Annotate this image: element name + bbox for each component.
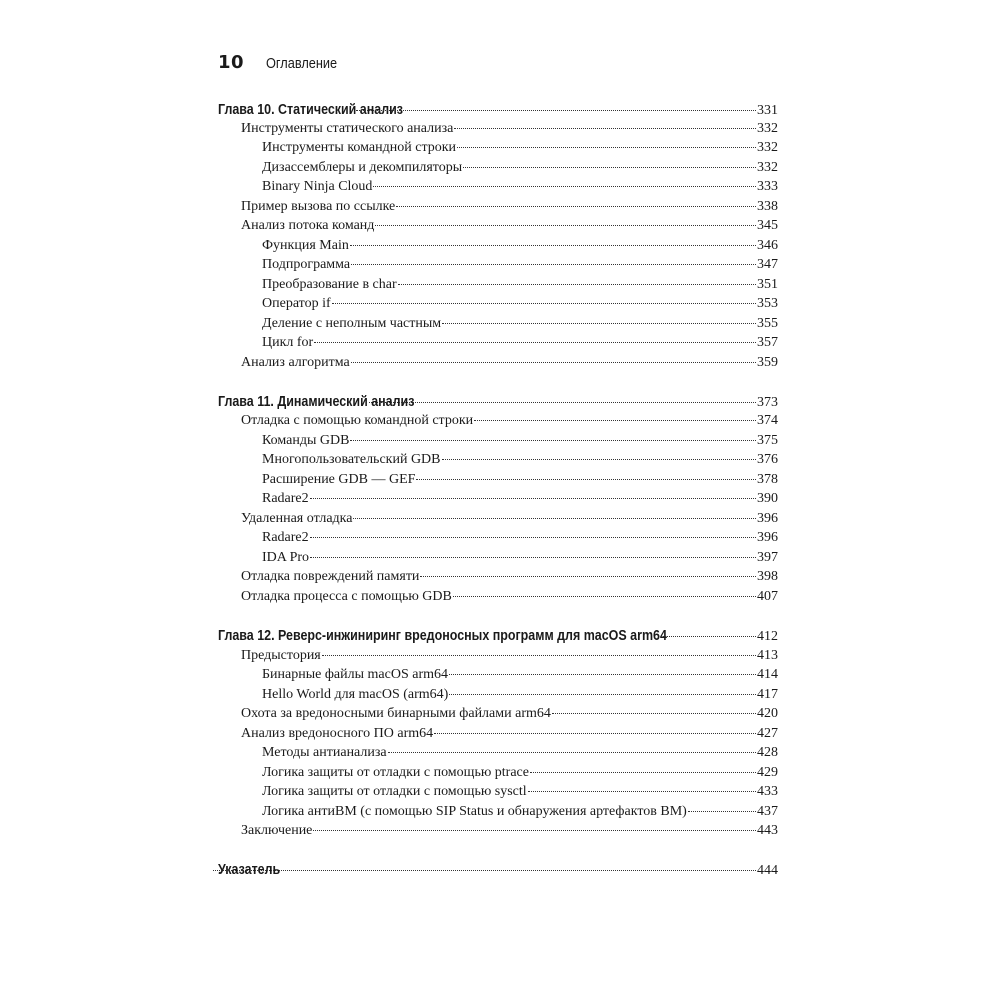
toc-entry-label: Инструменты статического анализа bbox=[241, 121, 454, 136]
dot-leader bbox=[213, 870, 756, 871]
dot-leader bbox=[449, 674, 756, 675]
toc-entry bbox=[218, 745, 778, 763]
toc-entry-label: Отладка процесса с помощью GDB bbox=[241, 589, 452, 604]
toc-entry bbox=[218, 823, 778, 841]
toc-entry-page: 378 bbox=[757, 472, 778, 487]
toc-entry bbox=[218, 472, 778, 490]
toc-entry-page: 359 bbox=[757, 355, 778, 370]
dot-leader bbox=[314, 342, 756, 343]
toc-entry-page: 357 bbox=[757, 335, 778, 350]
dot-leader bbox=[434, 733, 756, 734]
toc-entry-label: Преобразование в char bbox=[262, 277, 397, 292]
toc-entry bbox=[218, 804, 778, 822]
dot-leader bbox=[552, 713, 756, 714]
dot-leader bbox=[313, 830, 756, 831]
toc-entry-label: Binary Ninja Cloud bbox=[262, 179, 373, 194]
toc-entry-page: 346 bbox=[757, 238, 778, 253]
toc-entry-page: 429 bbox=[757, 765, 778, 780]
dot-leader bbox=[530, 772, 756, 773]
page-number: 10 bbox=[218, 52, 245, 73]
toc-entry-label: Глава 12. Реверс-инжиниринг вредоносных программ для macOS arm64 bbox=[218, 628, 667, 644]
toc-entry-page: 376 bbox=[757, 452, 778, 467]
toc-entry-page: 443 bbox=[757, 823, 778, 838]
toc-entry-page: 396 bbox=[757, 511, 778, 526]
toc-entry-page: 353 bbox=[757, 296, 778, 311]
dot-leader bbox=[310, 537, 756, 538]
toc-entry bbox=[218, 687, 778, 705]
dot-leader bbox=[688, 811, 756, 812]
toc-entry bbox=[218, 160, 778, 178]
dot-leader bbox=[454, 128, 756, 129]
toc-entry-page: 390 bbox=[757, 491, 778, 506]
page-header bbox=[218, 52, 347, 73]
toc-entry-label: Логика защиты от отладки с помощью sysctl bbox=[262, 784, 527, 799]
toc-entry-label: Подпрограмма bbox=[262, 257, 351, 272]
toc-entry bbox=[218, 199, 778, 217]
dot-leader bbox=[663, 636, 756, 637]
toc-entry bbox=[218, 335, 778, 353]
dot-leader bbox=[453, 596, 756, 597]
dot-leader bbox=[310, 498, 756, 499]
toc-entry bbox=[218, 726, 778, 744]
toc-entry-label: Hello World для macOS (arm64) bbox=[262, 687, 449, 702]
toc-entry-label: Методы антианализа bbox=[262, 745, 387, 760]
toc-entry-page: 428 bbox=[757, 745, 778, 760]
toc-entry-page: 414 bbox=[757, 667, 778, 682]
dot-leader bbox=[442, 323, 756, 324]
toc-entry bbox=[218, 511, 778, 529]
toc-entry bbox=[218, 238, 778, 256]
dot-leader bbox=[398, 284, 756, 285]
dot-leader bbox=[369, 402, 756, 403]
toc-entry-label: Охота за вредоносными бинарными файлами arm64 bbox=[241, 706, 551, 721]
toc-entry-page: 347 bbox=[757, 257, 778, 272]
dot-leader bbox=[356, 110, 756, 111]
toc-entry bbox=[218, 784, 778, 802]
dot-leader bbox=[351, 264, 756, 265]
toc-entry bbox=[218, 140, 778, 158]
toc-chapter-entry bbox=[218, 102, 778, 120]
dot-leader bbox=[442, 459, 757, 460]
dot-leader bbox=[373, 186, 756, 187]
dot-leader bbox=[474, 420, 756, 421]
toc-entry bbox=[218, 550, 778, 568]
toc-entry-page: 373 bbox=[757, 395, 778, 410]
toc-entry-label: Логика защиты от отладки с помощью ptrace bbox=[262, 765, 529, 780]
toc-entry-label: Глава 10. Статический анализ bbox=[218, 102, 404, 118]
toc-entry-page: 332 bbox=[757, 160, 778, 175]
toc-entry-page: 374 bbox=[757, 413, 778, 428]
toc-entry bbox=[218, 530, 778, 548]
toc-entry-page: 398 bbox=[757, 569, 778, 584]
dot-leader bbox=[388, 752, 756, 753]
dot-leader bbox=[457, 147, 756, 148]
toc-entry bbox=[218, 296, 778, 314]
toc-entry-page: 417 bbox=[757, 687, 778, 702]
dot-leader bbox=[416, 479, 756, 480]
toc-entry-page: 397 bbox=[757, 550, 778, 565]
toc-entry-page: 332 bbox=[757, 121, 778, 136]
toc-entry-label: Radare2 bbox=[262, 530, 309, 545]
toc-entry bbox=[218, 433, 778, 451]
dot-leader bbox=[322, 655, 756, 656]
toc-chapter-entry bbox=[218, 862, 778, 880]
dot-leader bbox=[353, 518, 756, 519]
toc-entry-label: Заключение bbox=[241, 823, 313, 838]
toc-entry-page: 338 bbox=[757, 199, 778, 214]
toc-entry-label: Команды GDB bbox=[262, 433, 350, 448]
dot-leader bbox=[420, 576, 756, 577]
toc-entry bbox=[218, 355, 778, 373]
dot-leader bbox=[350, 440, 756, 441]
toc-entry-page: 412 bbox=[757, 629, 778, 644]
toc-entry-label: Отладка повреждений памяти bbox=[241, 569, 420, 584]
toc-entry-page: 407 bbox=[757, 589, 778, 604]
toc-entry-label: Отладка с помощью командной строки bbox=[241, 413, 474, 428]
toc-entry-page: 444 bbox=[757, 863, 778, 878]
toc-entry-page: 437 bbox=[757, 804, 778, 819]
toc-entry-page: 396 bbox=[757, 530, 778, 545]
toc-entry-label: Предыстория bbox=[241, 648, 321, 663]
toc-entry bbox=[218, 413, 778, 431]
toc-entry-page: 375 bbox=[757, 433, 778, 448]
toc-entry-page: 433 bbox=[757, 784, 778, 799]
toc-entry-label: Логика антиВМ (с помощью SIP Status и обнаружения артефактов ВМ) bbox=[262, 804, 687, 819]
dot-leader bbox=[396, 206, 756, 207]
toc-entry bbox=[218, 316, 778, 334]
toc-entry bbox=[218, 765, 778, 783]
toc-entry-label: Оператор if bbox=[262, 296, 331, 311]
toc-entry bbox=[218, 277, 778, 295]
dot-leader bbox=[528, 791, 756, 792]
toc-entry-page: 427 bbox=[757, 726, 778, 741]
toc-entry-page: 413 bbox=[757, 648, 778, 663]
toc-entry-label: Функция Main bbox=[262, 238, 349, 253]
dot-leader bbox=[463, 167, 756, 168]
toc-entry bbox=[218, 491, 778, 509]
toc-entry-label: Расширение GDB — GEF bbox=[262, 472, 416, 487]
toc-entry bbox=[218, 218, 778, 236]
toc-entry-label: Пример вызова по ссылке bbox=[241, 199, 396, 214]
toc-entry-page: 351 bbox=[757, 277, 778, 292]
toc-entry-page: 345 bbox=[757, 218, 778, 233]
toc-entry-label: Анализ алгоритма bbox=[241, 355, 350, 370]
dot-leader bbox=[350, 245, 756, 246]
toc-entry-label: Удаленная отладка bbox=[241, 511, 353, 526]
toc-entry-page: 355 bbox=[757, 316, 778, 331]
toc-entry-label: Анализ потока команд bbox=[241, 218, 375, 233]
toc-entry-label: Анализ вредоносного ПО arm64 bbox=[241, 726, 434, 741]
toc-entry-label: Глава 11. Динамический анализ bbox=[218, 394, 415, 410]
toc-entry bbox=[218, 257, 778, 275]
dot-leader bbox=[332, 303, 756, 304]
toc-entry-page: 333 bbox=[757, 179, 778, 194]
dot-leader bbox=[351, 362, 756, 363]
toc-entry-label: Цикл for bbox=[262, 335, 314, 350]
toc-chapter-entry bbox=[218, 628, 778, 646]
toc-entry-label: Бинарные файлы macOS arm64 bbox=[262, 667, 448, 682]
toc-chapter-entry bbox=[218, 394, 778, 412]
toc-entry-label: Инструменты командной строки bbox=[262, 140, 457, 155]
toc-entry-page: 331 bbox=[757, 103, 778, 118]
toc-entry-label: Указатель bbox=[218, 862, 281, 878]
dot-leader bbox=[449, 694, 756, 695]
toc-entry-label: IDA Pro bbox=[262, 550, 310, 565]
running-title: Оглавление bbox=[266, 56, 338, 72]
toc-entry bbox=[218, 667, 778, 685]
toc-entry-page: 420 bbox=[757, 706, 778, 721]
toc-entry-label: Деление с неполным частным bbox=[262, 316, 442, 331]
toc-entry bbox=[218, 569, 778, 587]
toc-entry bbox=[218, 648, 778, 666]
toc-entry bbox=[218, 706, 778, 724]
toc-entry bbox=[218, 589, 778, 607]
toc-entry-label: Дизассемблеры и декомпиляторы bbox=[262, 160, 463, 175]
toc-entry bbox=[218, 121, 778, 139]
toc-entry-label: Многопользовательский GDB bbox=[262, 452, 441, 467]
toc-entry-page: 332 bbox=[757, 140, 778, 155]
dot-leader bbox=[375, 225, 756, 226]
toc-entry bbox=[218, 452, 778, 470]
toc-entry bbox=[218, 179, 778, 197]
dot-leader bbox=[310, 557, 756, 558]
toc-entry-label: Radare2 bbox=[262, 491, 309, 506]
